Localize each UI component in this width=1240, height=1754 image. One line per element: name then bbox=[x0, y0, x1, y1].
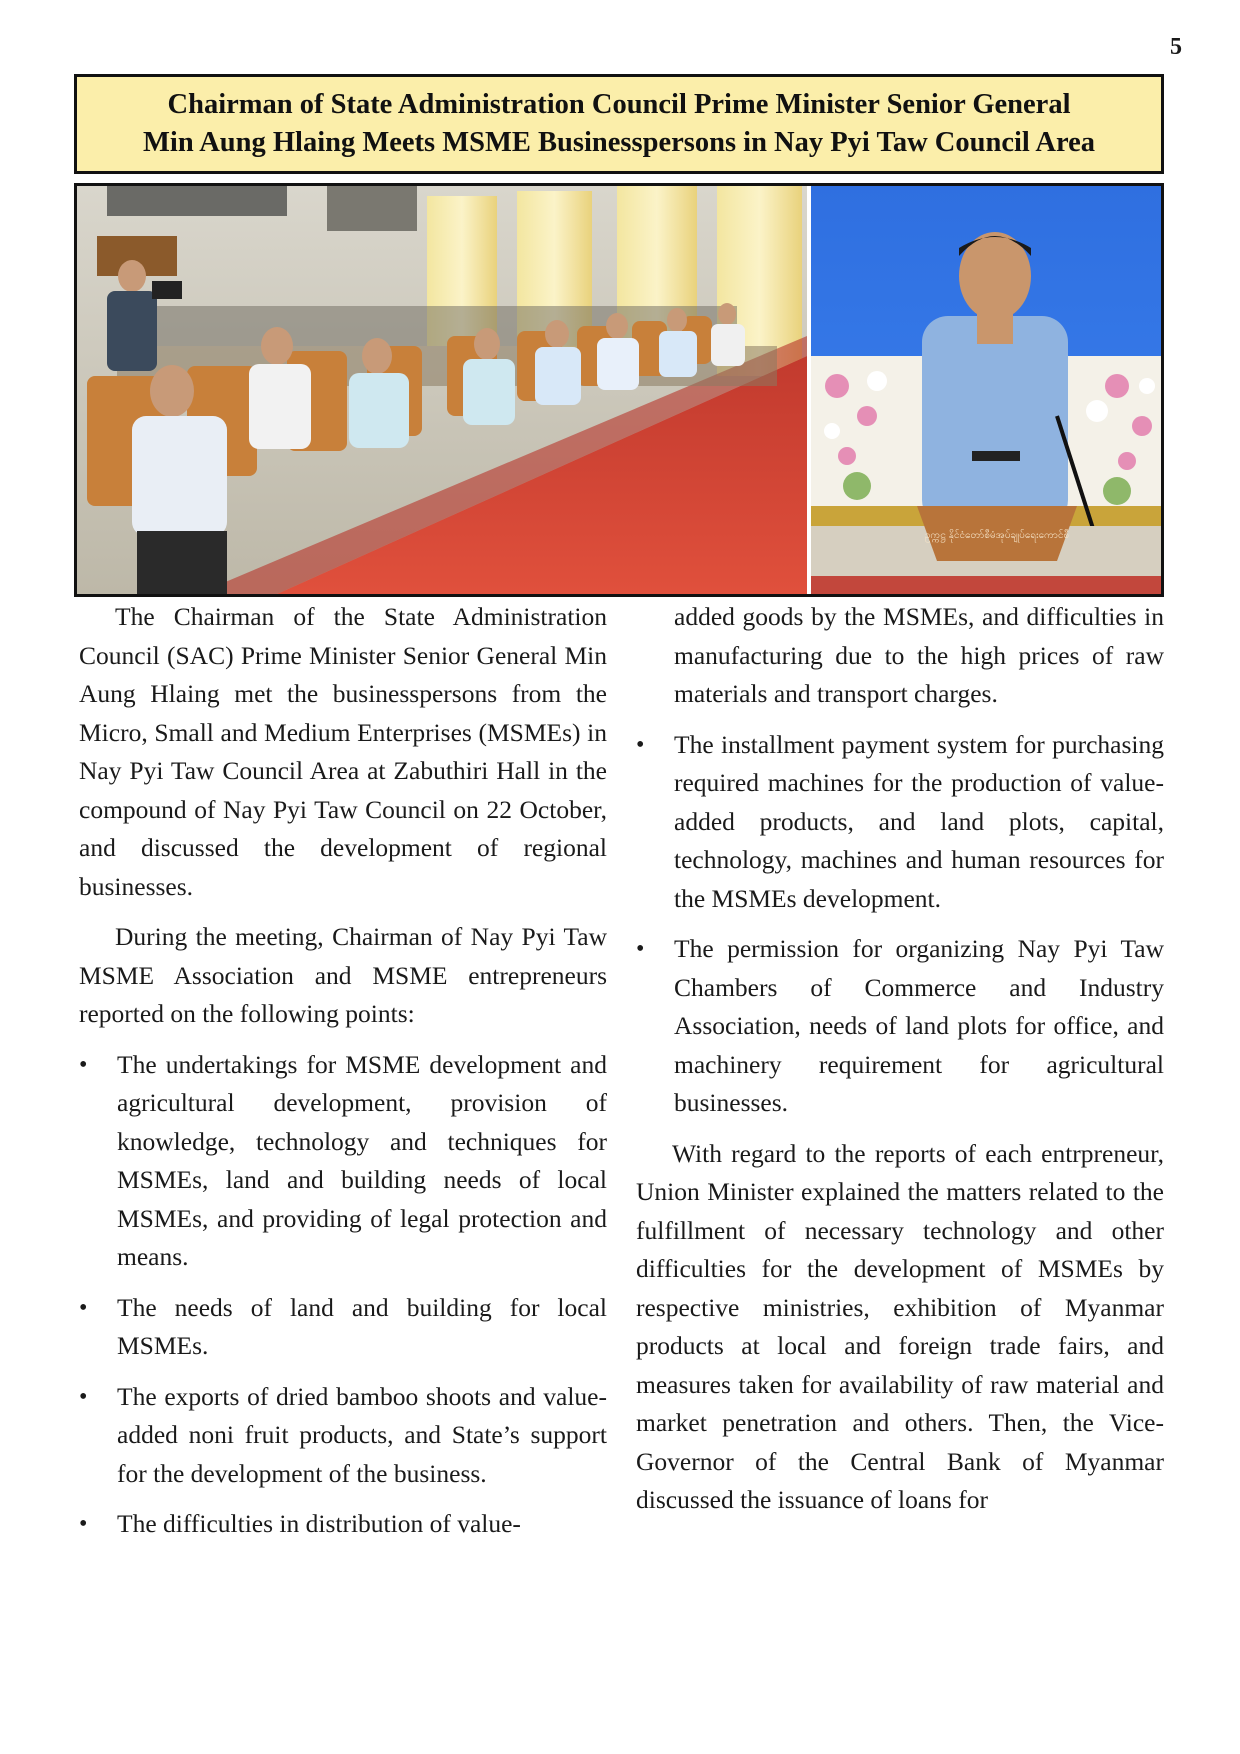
list-item: • The permission for organizing Nay Pyi Taw Chambers of Commerce and Industry Association, needs of land plots for office, and machinery requirement for agricultural businesses. bbox=[636, 930, 1164, 1123]
right-column bbox=[636, 598, 1164, 1532]
closing-paragraph: With regard to the reports of each entrpreneur, Union Minister explained the matters related to the fulfillment of necessary technology and other difficulties for the development of MSMEs by respective ministries, exhibition of Myanmar products at local and foreign trade fairs, and measures taken for availability of raw material and market penetration and others. Then, the Vice-Governor of the Central Bank of Myanmar discussed the issuance of loans for bbox=[636, 1138, 1164, 1514]
report-points-list bbox=[79, 1046, 607, 1544]
list-item-continuation: added goods by the MSMEs, and difficulties in manufacturing due to the high prices of raw materials and transport charges. bbox=[674, 602, 1164, 708]
list-item: • The installment payment system for purchasing required machines for the production of value-added products, and land plots, capital, technology, machines and human resources for the MSMEs development. bbox=[636, 726, 1164, 919]
page-number: 5 bbox=[1170, 34, 1182, 60]
meeting-paragraph: During the meeting, Chairman of Nay Pyi Taw MSME Association and MSME entrepreneurs reported on the following points: bbox=[79, 922, 607, 1028]
nameplate-text: ဥက္ကဋ္ဌ နိုင်ငံတော်စီမံအုပ်ချုပ်ရေးကောင်စီ bbox=[924, 530, 1070, 541]
news-photo bbox=[74, 183, 1164, 597]
continued-list bbox=[636, 598, 1164, 714]
audience-photo bbox=[77, 186, 807, 594]
list-item: • The exports of dried bamboo shoots and value-added noni fruit products, and State’s support for the development of the business. bbox=[79, 1378, 607, 1494]
speaker-photo bbox=[811, 186, 1161, 594]
intro-paragraph: The Chairman of the State Administration Council (SAC) Prime Minister Senior General Min Aung Hlaing met the businesspersons from the Micro, Small and Medium Enterprises (MSMEs) in Nay Pyi Taw Council Area at Zabuthiri Hall in the compound of Nay Pyi Taw Council on 22 October, and discussed the development of regional businesses. bbox=[79, 602, 607, 901]
left-column bbox=[79, 598, 607, 1556]
list-item: • The difficulties in distribution of value- bbox=[79, 1505, 607, 1544]
list-item: • The needs of land and building for local MSMEs. bbox=[79, 1289, 607, 1366]
article-title-box bbox=[74, 74, 1164, 174]
article-title-line-2: Min Aung Hlaing Meets MSME Businesspersons in Nay Pyi Taw Council Area bbox=[143, 127, 1095, 158]
list-item: • The undertakings for MSME development and agricultural development, provision of knowledge, technology and techniques for MSMEs, land and building needs of local MSMEs, and providing of legal protection and means. bbox=[79, 1046, 607, 1277]
report-points-list-continued bbox=[636, 726, 1164, 1123]
article-title-line-1: Chairman of State Administration Council Prime Minister Senior General bbox=[167, 89, 1071, 120]
